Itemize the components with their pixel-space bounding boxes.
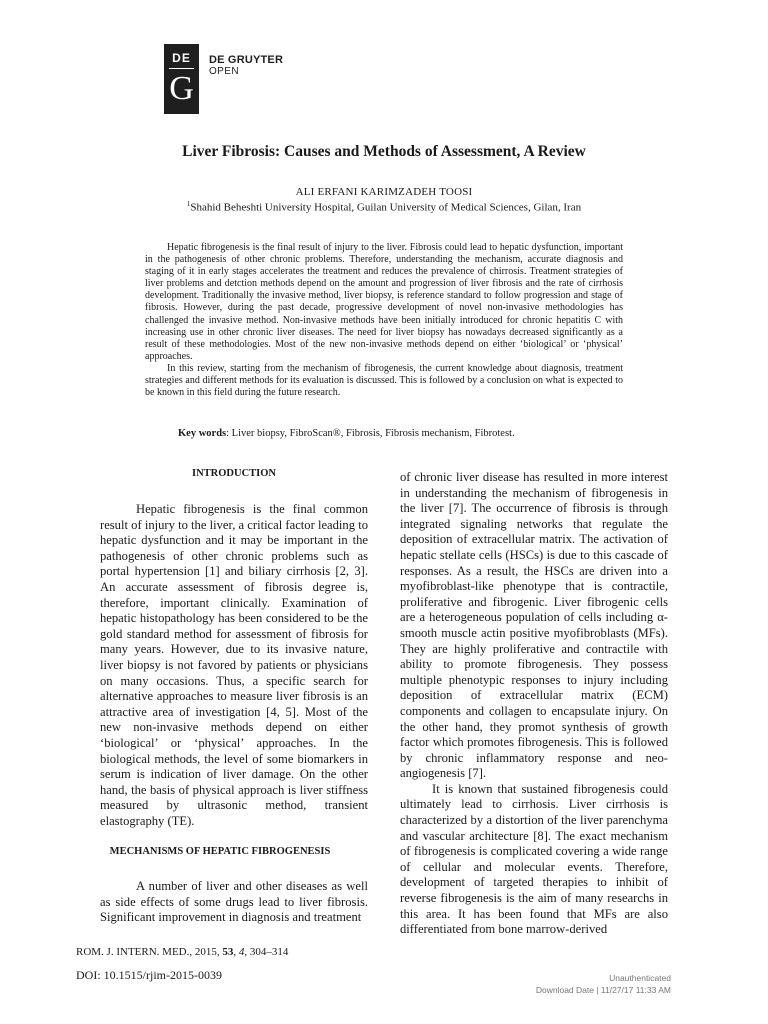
right-paragraph-2: It is known that sustained fibrogenesis could ultimately lead to cirrhosis. Liver cirrhosis is characterized by a distortion of the liver parenchyma and vascular architecture [8]. The exact mechanism of fibrogenesis is complicated covering a wide range of cellular and molecular events. Therefore, development of targeted therapies to inhibit of reverse fibrogenesis is the aim of many researchs in this area. It has been found that MFs are also differentiated from bone marrow-derived bbox=[400, 781, 668, 937]
keywords-label: Key words bbox=[178, 428, 227, 439]
mechanisms-body bbox=[100, 879, 368, 926]
mechanisms-paragraph: A number of liver and other diseases as well as side effects of some drugs lead to liver fibrosis. Significant improvement in diagnosis and treatment bbox=[100, 879, 368, 925]
affiliation-text: Shahid Beheshti University Hospital, Guilan University of Medical Sciences, Gilan, Iran bbox=[190, 201, 582, 214]
keywords-text: Liver biopsy, FibroScan®, Fibrosis, Fibrosis mechanism, Fibrotest. bbox=[231, 428, 515, 439]
journal-name: ROM. J. INTERN. MED., 2015, bbox=[76, 946, 223, 958]
unauthenticated-label: Unauthenticated bbox=[609, 973, 671, 983]
keywords bbox=[178, 428, 515, 439]
logo-divider bbox=[169, 68, 194, 69]
journal-volume: 53 bbox=[222, 946, 234, 958]
introduction-body bbox=[100, 502, 368, 829]
publisher-name bbox=[209, 54, 283, 78]
right-paragraph-1: of chronic liver disease has resulted in more interest in understanding the mechanism of fibrogenesis in the liver [7]. The occurrence of fibrosis is through integrated signaling networks that regulate the deposition of extracellular matrix. The activation of hepatic stellate cells (HSCs) is due to this cascade of responses. As a result, the HSCs are driven into a myofibroblast-like phenotype that is contractile, proliferative and fibrogenic. Liver fibrogenic cells are a heterogeneous population of cells including α-smooth muscle actin positive myofibroblasts (MFs). They are highly proliferative and contractile with ability to promote fibrogenesis. They possess multiple phenotypic responses to injury including deposition of extracellular matrix (ECM) components and collagen to encapsulate injury. On the other hand, they promot synthesis of growth factor which promotes fibrogenesis. This is followed by chronic inflammatory response and neo-angiogenesis [7]. bbox=[400, 470, 668, 781]
journal-citation: ROM. J. INTERN. MED., 2015, 53, 4, 304–314 bbox=[76, 946, 289, 958]
publisher-name-line1: DE GRUYTER bbox=[209, 54, 284, 66]
download-date: Download Date | 11/27/17 11:33 AM bbox=[535, 985, 671, 995]
mechanisms-heading: MECHANISMS OF HEPATIC FIBROGENESIS bbox=[109, 846, 331, 857]
abstract bbox=[145, 242, 623, 399]
affiliation-marker: 1 bbox=[186, 200, 191, 208]
author-affiliation bbox=[0, 200, 768, 214]
keywords-separator: : bbox=[226, 428, 232, 439]
publisher-name-line2: OPEN bbox=[209, 66, 239, 77]
author-name: ALI ERFANI KARIMZADEH TOOSI bbox=[295, 186, 473, 198]
publisher-logo bbox=[164, 44, 199, 114]
abstract-paragraph-2: In this review, starting from the mechanism of fibrogenesis, the current knowledge about diagnosis, treatment strategies and different methods for its evaluation is discussed. This is followed by a conclusion on what is expected to be known in this field during the future research. bbox=[145, 362, 623, 399]
download-watermark bbox=[536, 972, 671, 996]
logo-g-letter: G bbox=[169, 70, 194, 107]
journal-issue: 4 bbox=[238, 946, 245, 958]
article-title: Liver Fibrosis: Causes and Methods of Assessment, A Review bbox=[182, 143, 586, 160]
abstract-paragraph-1: Hepatic fibrogenesis is the final result of injury to the liver. Fibrosis could lead to hepatic dysfunction, important in the pathogenesis of other chronic problems. Therefore, understanding the mechanism, accurate diagnosis and staging of it in early stages accelerates the treatment and reduces the prevalence of chirrosis. Treatment strategies of liver problems and detction methods depend on the amount and progression of liver fibrosis and the rate of cirrhosis development. Traditionally the invasive method, liver biopsy, is reference standard to follow progression and stage of fibrosis. However, during the past decade, progressive development of novel non-invasive methodologies has challenged the invasive method. Non-invasive methods have been initially introduced for chronic hepatitis C with increasing use in other chronic liver diseases. The need for liver biopsy has nowadays decreased significantly as a result of these methodologies. Most of the new non-invasive methods depend on either ‘biological’ or ‘physical’ approaches. bbox=[145, 242, 623, 362]
logo-de-letters: DE bbox=[172, 51, 191, 65]
journal-pages: , 304–314 bbox=[244, 946, 289, 958]
introduction-paragraph: Hepatic fibrogenesis is the final common result of injury to the liver, a critical factor leading to hepatic dysfunction and it may be important in the pathogenesis of other chronic problems such as portal hypertension [1] and biliary cirrhosis [2, 3]. An accurate assessment of fibrosis degree is, therefore, important clinically. Examination of hepatic histopathology has been considered to be the gold standard method for assessment of fibrosis for many years. However, due to its invasive nature, liver biopsy is not favored by patients or physicians on many occasions. Thus, a specific search for alternative approaches to measure liver fibrosis is an attractive area of investigation [4, 5]. Most of the new non-invasive methods depend on either ‘biological’ or ‘physical’ approaches. In the biological methods, the level of some biomarkers in serum is indication of liver damage. On the other hand, the basis of physical approach is liver stiffness measured by ultrasonic method, transient elastography (TE). bbox=[100, 502, 368, 828]
right-column-body bbox=[400, 470, 668, 938]
doi: DOI: 10.1515/rjim-2015-0039 bbox=[76, 968, 222, 982]
introduction-heading: INTRODUCTION bbox=[191, 468, 276, 479]
